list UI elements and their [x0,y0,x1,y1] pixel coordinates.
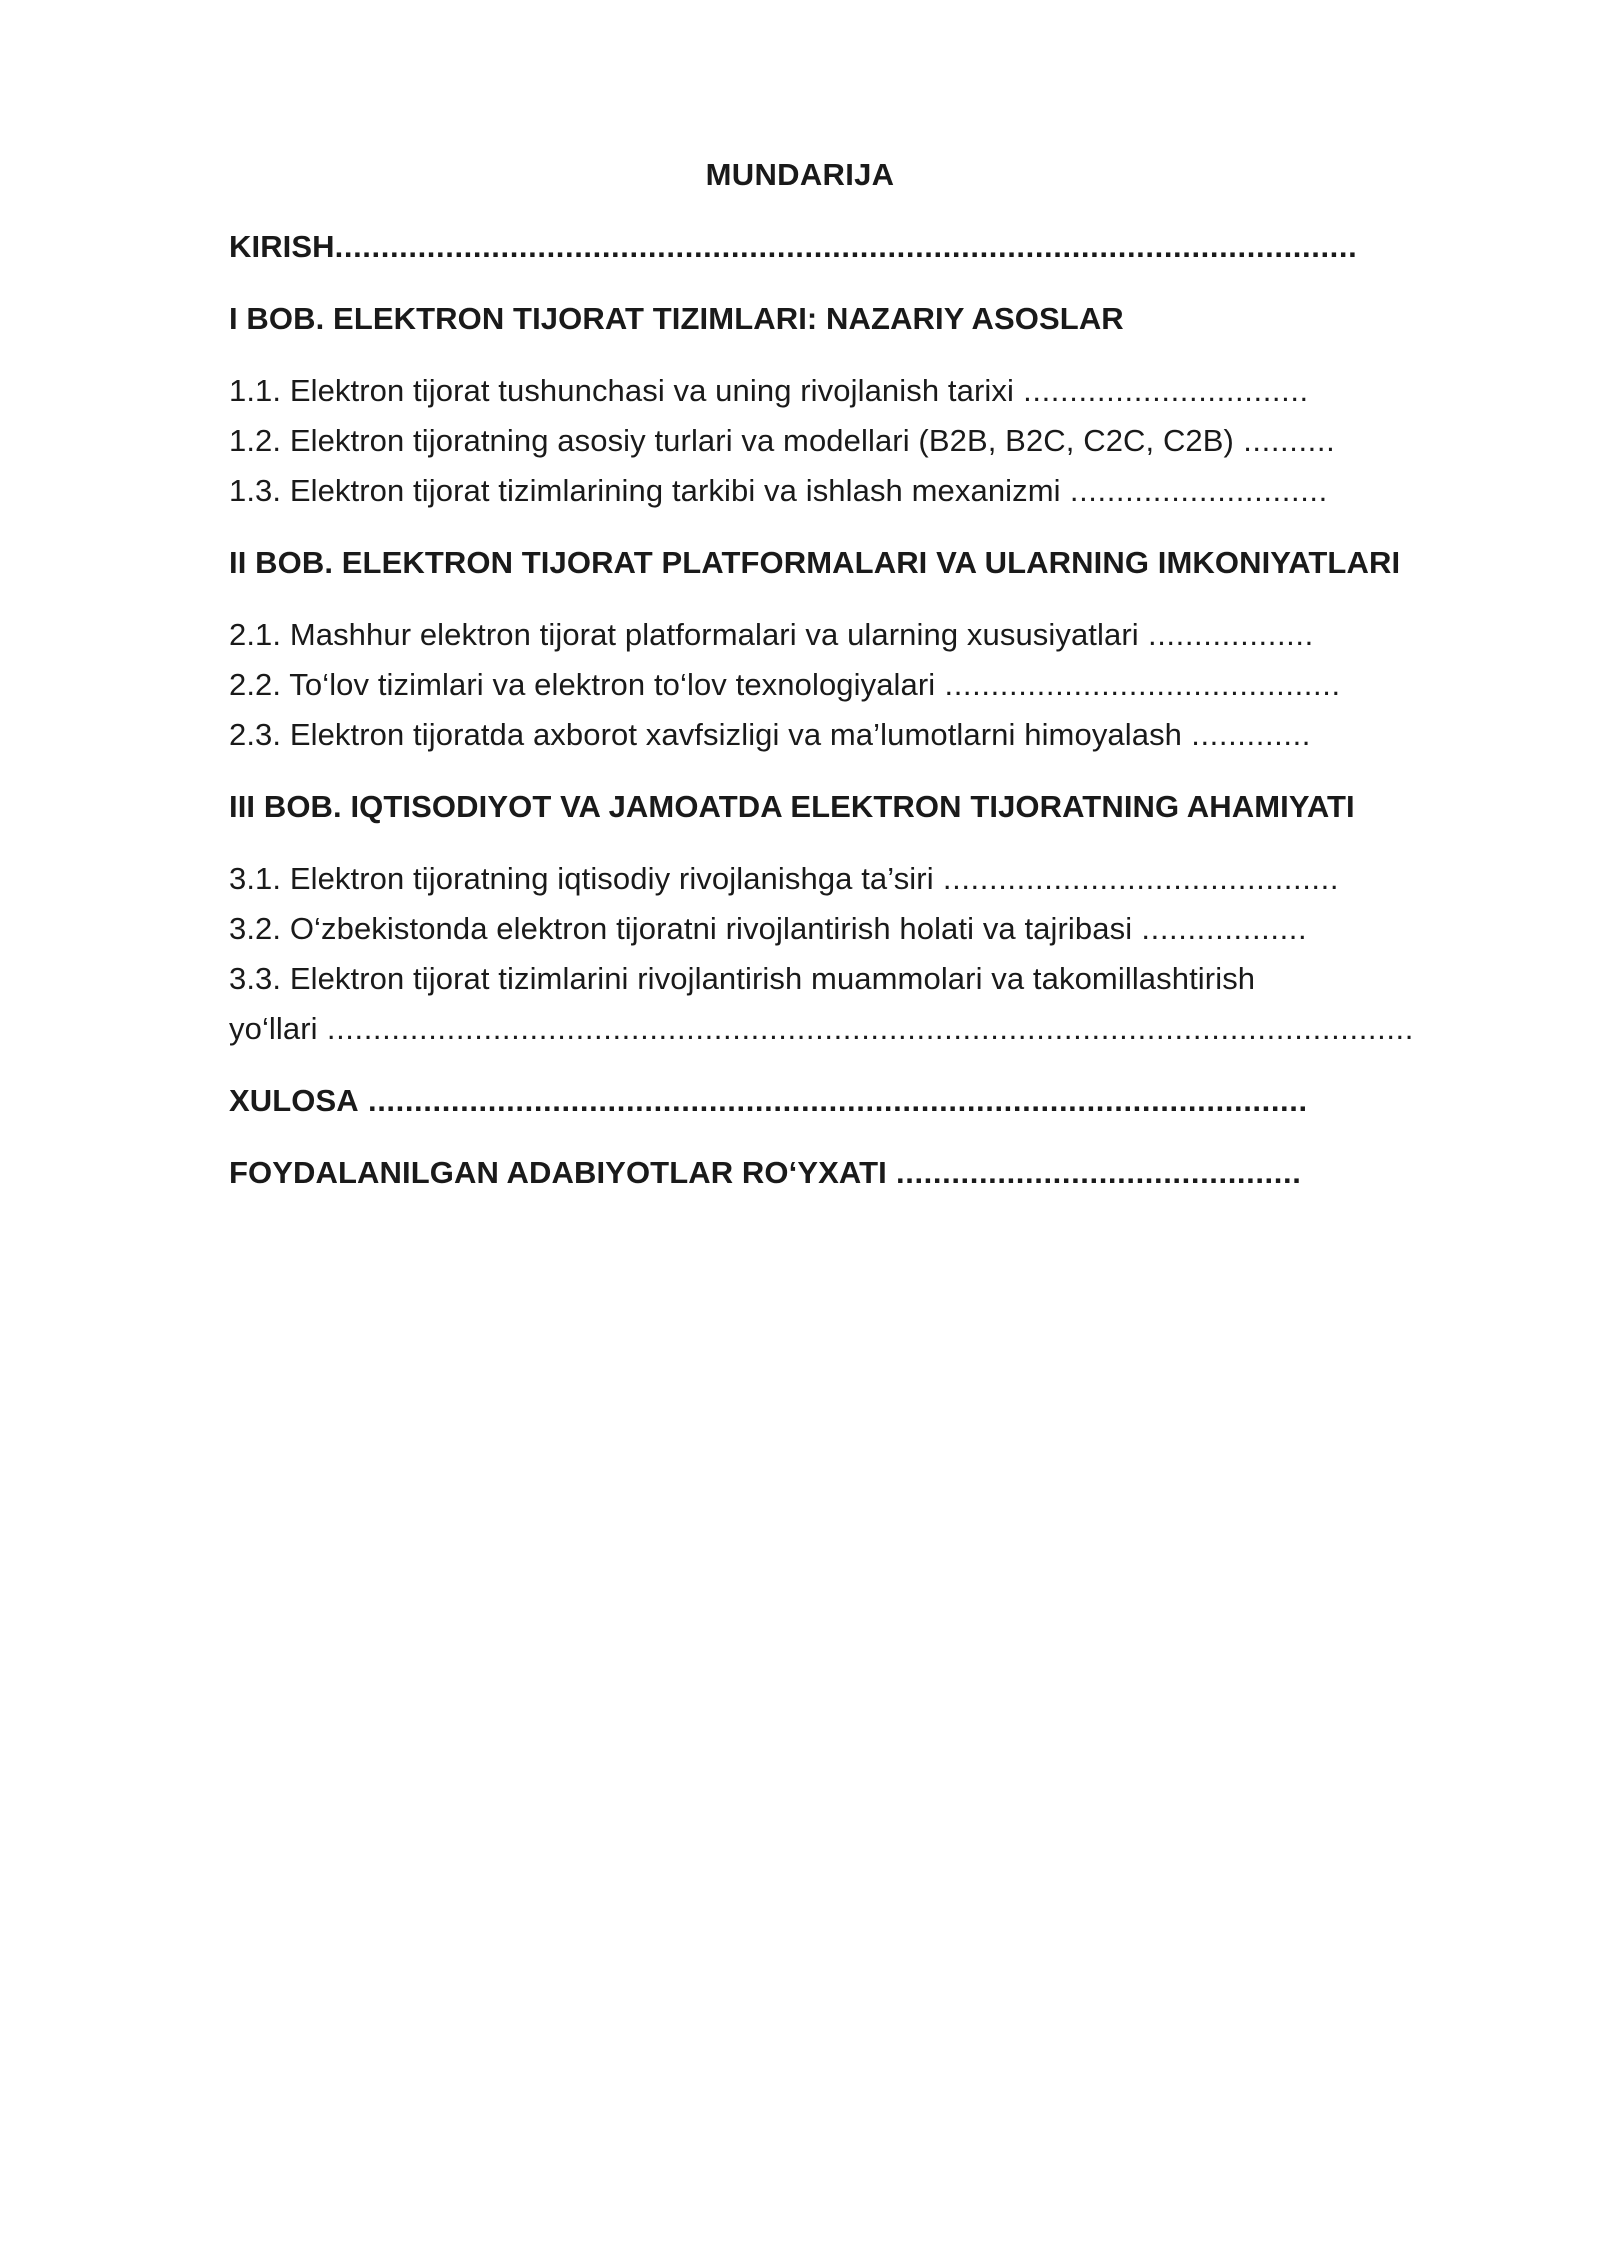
toc-leader-dots: ........................................... [933,861,1340,896]
toc-leader-dots: ........................................... [935,667,1341,702]
toc-leader-dots: ............................................................................................................... [334,229,1358,264]
toc-entry-label: 2.3. Elektron tijoratda axborot xavfsizligi va ma’lumotlarni himoyalash [229,717,1183,752]
spacer [229,272,1469,294]
toc-entry-label: 1.1. Elektron tijorat tushunchasi va uning rivojlanish tarixi [229,373,1014,408]
toc-leader-dots: ...................................................................................................... [358,1083,1308,1118]
toc-entry-label: 2.1. Mashhur elektron tijorat platformalari va ularning xususiyatlari [229,617,1139,652]
toc-leader-dots: ............................ [1060,473,1328,508]
page-title: MUNDARIJA [705,157,895,192]
spacer [229,1054,1469,1076]
toc-leader-dots: ............................................ [886,1155,1302,1190]
spacer [229,1126,1469,1148]
toc-entry-1-3 [229,466,1469,516]
toc-entry-label: FOYDALANILGAN ADABIYOTLAR RO‘YXATI [229,1155,887,1190]
chapter-3-heading: III BOB. IQTISODIYOT VA JAMOATDA ELEKTRON TIJORATNING AHAMIYATI [229,789,1355,824]
toc-entry-label: XULOSA [229,1083,359,1118]
toc-entry-label: 3.3. Elektron tijorat tizimlarini rivojlantirish muammolari va takomillashtirish [229,961,1256,996]
toc-entry-label: 1.2. Elektron tijoratning asosiy turlari va modellari (B2B, B2C, C2C, C2B) [229,423,1234,458]
toc-leader-dots: .................. [1132,911,1308,946]
toc-entry-conclusion [229,1076,1469,1126]
toc-leader-dots: .................. [1138,617,1314,652]
toc-entry-label: 2.2. To‘lov tizimlari va elektron to‘lov texnologiyalari [229,667,936,702]
toc-entry-3-3-continued [229,1004,1469,1054]
toc-entry-label: KIRISH [229,229,335,264]
toc-entry-2-3 [229,710,1469,760]
toc-entry-1-1 [229,366,1469,416]
toc-entry-3-2 [229,904,1469,954]
toc-entry-1-2 [229,416,1469,466]
toc-entry-2-1 [229,610,1469,660]
table-of-contents [229,150,1469,1198]
spacer [229,588,1469,610]
toc-entry-2-2 [229,660,1469,710]
toc-entry-references [229,1148,1469,1198]
toc-entry-3-3 [229,954,1469,1004]
chapter-2-heading: II BOB. ELEKTRON TIJORAT PLATFORMALARI VA ULARNING IMKONIYATLARI [229,545,1401,580]
toc-leader-dots: ...................................................................................................................... [317,1011,1414,1046]
spacer [229,760,1469,782]
toc-entry-intro [229,222,1469,272]
toc-leader-dots: ............................... [1013,373,1309,408]
toc-entry-3-1 [229,854,1469,904]
chapter-1-heading: I BOB. ELEKTRON TIJORAT TIZIMLARI: NAZARIY ASOSLAR [229,301,1124,336]
spacer [229,516,1469,538]
toc-leader-dots: ............. [1182,717,1312,752]
toc-entry-label: yo‘llari [229,1011,318,1046]
toc-leader-dots: .......... [1233,423,1336,458]
toc-entry-label: 3.2. O‘zbekistonda elektron tijoratni rivojlantirish holati va tajribasi [229,911,1133,946]
spacer [229,344,1469,366]
spacer [229,200,1469,222]
toc-entry-label: 3.1. Elektron tijoratning iqtisodiy rivojlanishga ta’siri [229,861,934,896]
spacer [229,832,1469,854]
toc-entry-label: 1.3. Elektron tijorat tizimlarining tarkibi va ishlash mexanizmi [229,473,1061,508]
